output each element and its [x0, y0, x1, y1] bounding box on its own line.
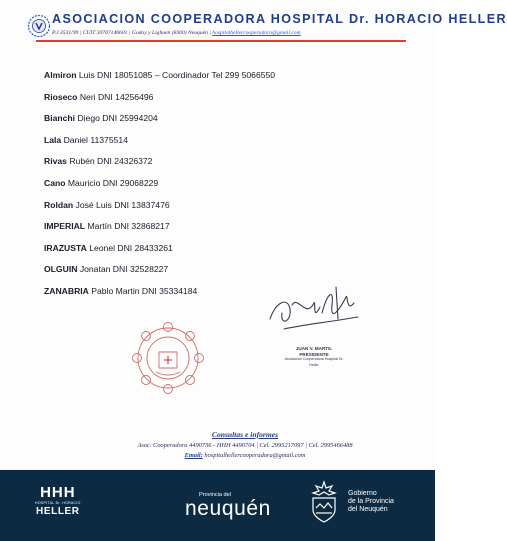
- signatory-role: PRESIDENTE: [299, 351, 329, 357]
- contact-phones: Asoc. Cooperadora 4490736 - HHH 4490704 | Cel. 2995217097 | Cel. 2995466488: [137, 442, 353, 449]
- email-address[interactable]: hospitalhellercooperadora@gmail.com: [204, 452, 306, 459]
- list-item: Almiron Luis DNI 18051085 – Coordinador Tel 299 5066550: [44, 70, 276, 80]
- hhh-logo: [35, 485, 81, 517]
- list-item: Lala Daniel 11375514: [44, 134, 128, 145]
- list-item: IMPERIAL Martín DNI 32868217: [44, 221, 170, 232]
- org-title: ASOCIACION COOPERADORA HOSPITAL Dr. HORACIO HELLER: [52, 12, 507, 26]
- list-item: Bianchi Diego DNI 25994204: [44, 113, 158, 124]
- member-list: [44, 70, 275, 308]
- org-subtitle: [52, 30, 407, 36]
- gob-line: del Neuquén: [348, 506, 388, 513]
- email-label: Email:: [184, 452, 203, 459]
- gob-line: de la Provincia: [348, 498, 394, 505]
- list-item: OLGUIN Jonatan DNI 32528227: [44, 264, 169, 275]
- hhh-logo-mark: HHH: [40, 484, 76, 501]
- province-logo-pre: Provincia del: [199, 492, 232, 498]
- contact-block: [80, 430, 410, 462]
- hhh-logo-tagline: HOSPITAL Dr. HORACIO: [35, 501, 81, 505]
- signatory-org: Asociación Cooperadora Hospital Dr. Heller: [284, 357, 344, 367]
- province-logo: [185, 492, 271, 520]
- footer-bar: [0, 470, 435, 541]
- hhh-logo-name: HELLER: [36, 506, 80, 517]
- contact-title: Consultas e informes: [211, 430, 279, 439]
- list-item: Roldan José Luis DNI 13837476: [44, 199, 170, 210]
- province-logo-name: neuquén: [185, 497, 271, 520]
- gob-line: Gobierno: [348, 490, 377, 497]
- list-item: Rioseco Neri DNI 14256496: [44, 91, 154, 102]
- contact-email-line: [80, 452, 410, 459]
- list-item: Rivas Rubén DNI 24326372: [44, 156, 153, 167]
- header-divider: [36, 40, 406, 42]
- list-item: IRAZUSTA Leonel DNI 28433261: [44, 242, 173, 253]
- handwritten-signature: [262, 283, 367, 345]
- association-stamp: [128, 318, 208, 398]
- list-item: ZANABRIA Pablo Martin DNI 35334184: [44, 285, 198, 296]
- org-registration: P.J 3531/99 | CUIT 30707146601 | Godoy y Lighuen (8300) Neuquén |: [52, 30, 211, 36]
- signatory-name: JUAN V. MARTIL: [295, 346, 333, 351]
- government-logo-text: [348, 490, 394, 514]
- list-item: Cano Mauricio DNI 29068229: [44, 177, 159, 188]
- letterhead: [0, 0, 507, 52]
- signatory-block: [280, 346, 348, 368]
- neuquen-seal-icon: [307, 480, 341, 524]
- org-email-link[interactable]: hospitalhellercooperadora@gmail.com: [212, 30, 301, 36]
- association-logo-icon: [27, 14, 51, 38]
